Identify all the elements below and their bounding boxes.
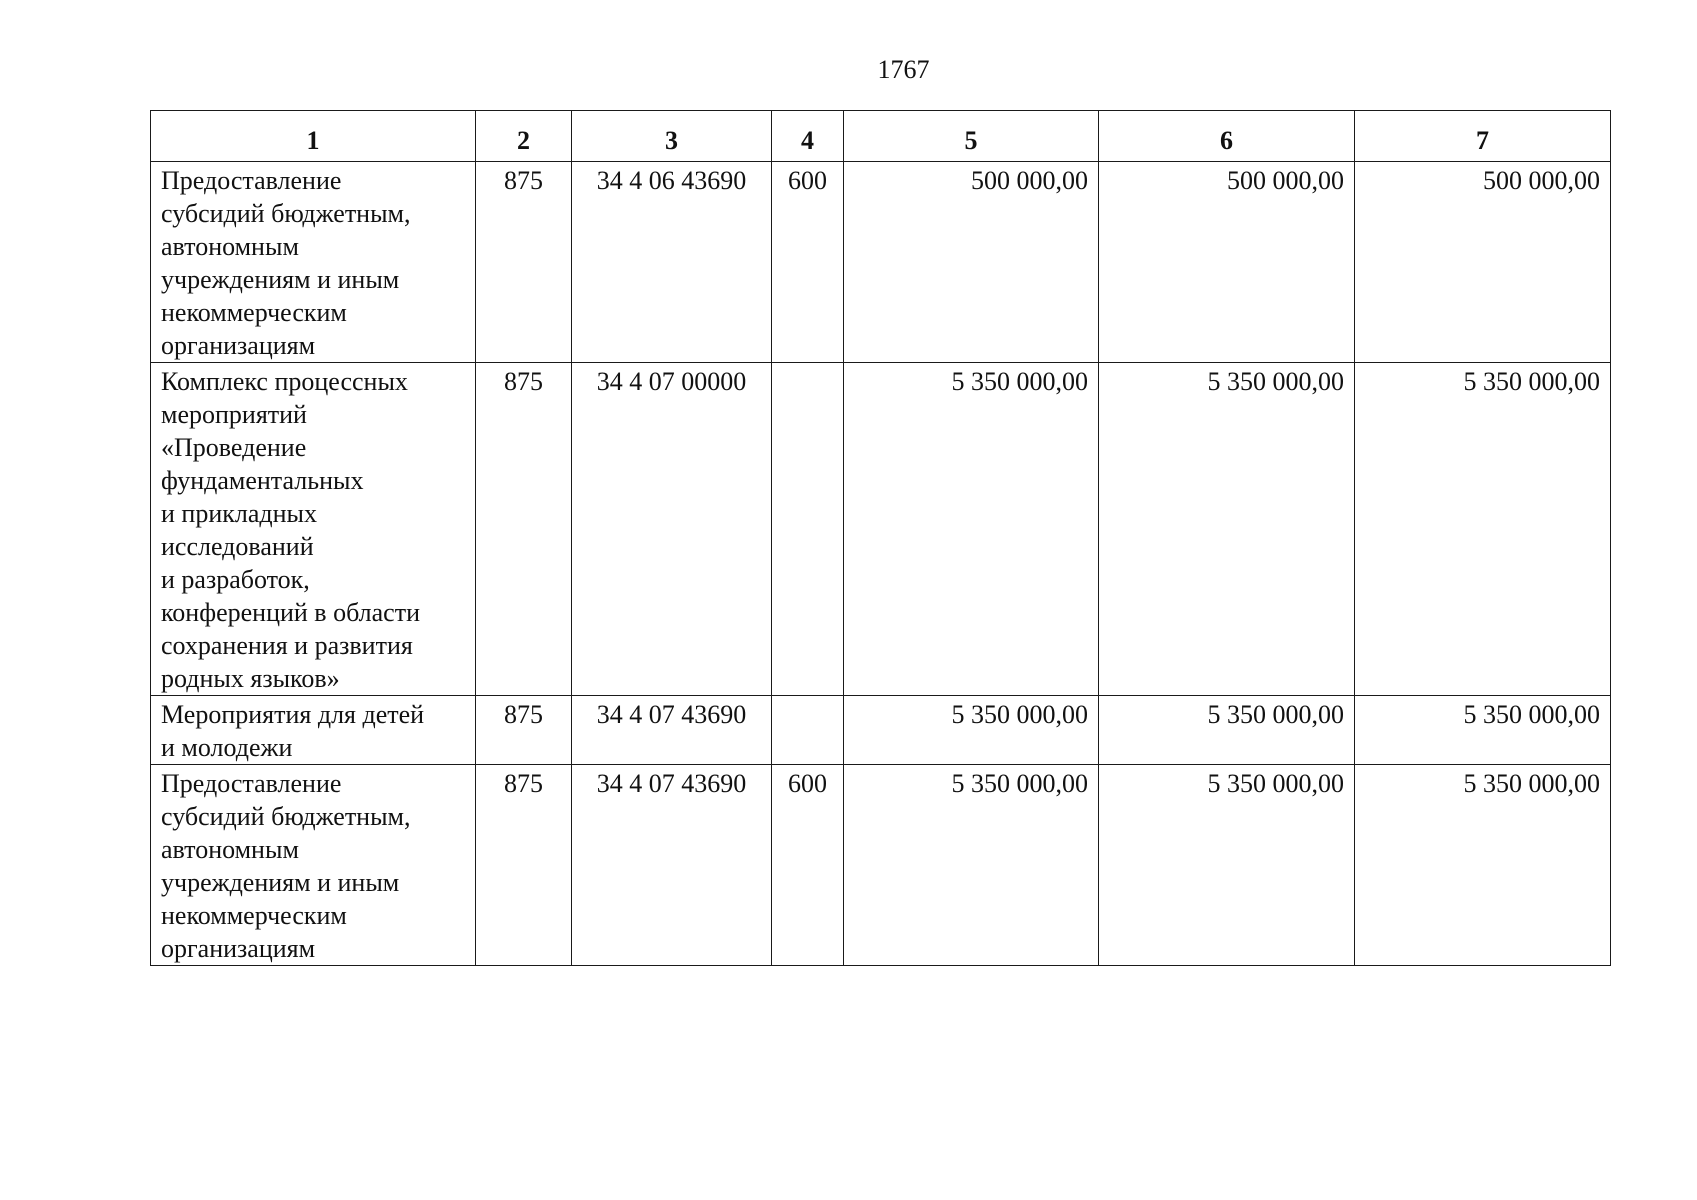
- row-vr: [772, 363, 844, 696]
- row-sum-2: 500 000,00: [1099, 162, 1355, 363]
- row-code: 875: [476, 696, 572, 765]
- row-code: 875: [476, 765, 572, 966]
- row-vr: [772, 696, 844, 765]
- row-name: Предоставление субсидий бюджетным, автономным учреждениям и иным некоммерческим организациям: [151, 162, 476, 363]
- table-row: [151, 765, 1611, 966]
- column-header-1: 1: [151, 111, 476, 162]
- row-csr: 34 4 06 43690: [572, 162, 772, 363]
- column-header-3: 3: [572, 111, 772, 162]
- row-csr: 34 4 07 43690: [572, 696, 772, 765]
- table-row: [151, 363, 1611, 696]
- table-header-row: [151, 111, 1611, 162]
- budget-table: [150, 110, 1611, 966]
- row-name: Мероприятия для детей и молодежи: [151, 696, 476, 765]
- column-header-4: 4: [772, 111, 844, 162]
- column-header-5: 5: [844, 111, 1099, 162]
- row-name: Предоставление субсидий бюджетным, автономным учреждениям и иным некоммерческим организациям: [151, 765, 476, 966]
- row-sum-3: 500 000,00: [1355, 162, 1611, 363]
- row-csr: 34 4 07 43690: [572, 765, 772, 966]
- row-sum-1: 5 350 000,00: [844, 696, 1099, 765]
- row-name: Комплекс процессных мероприятий «Проведение фундаментальных и прикладных исследований и разработок, конференций в области сохранения и развития родных языков»: [151, 363, 476, 696]
- row-sum-1: 5 350 000,00: [844, 363, 1099, 696]
- row-csr: 34 4 07 00000: [572, 363, 772, 696]
- column-header-2: 2: [476, 111, 572, 162]
- row-vr: 600: [772, 765, 844, 966]
- column-header-6: 6: [1099, 111, 1355, 162]
- table-row: [151, 162, 1611, 363]
- row-sum-1: 500 000,00: [844, 162, 1099, 363]
- row-sum-3: 5 350 000,00: [1355, 696, 1611, 765]
- row-sum-1: 5 350 000,00: [844, 765, 1099, 966]
- page-number: 1767: [877, 55, 930, 84]
- row-sum-3: 5 350 000,00: [1355, 765, 1611, 966]
- row-code: 875: [476, 363, 572, 696]
- row-sum-2: 5 350 000,00: [1099, 696, 1355, 765]
- row-sum-2: 5 350 000,00: [1099, 765, 1355, 966]
- row-sum-3: 5 350 000,00: [1355, 363, 1611, 696]
- column-header-7: 7: [1355, 111, 1611, 162]
- table-row: [151, 696, 1611, 765]
- row-vr: 600: [772, 162, 844, 363]
- row-code: 875: [476, 162, 572, 363]
- row-sum-2: 5 350 000,00: [1099, 363, 1355, 696]
